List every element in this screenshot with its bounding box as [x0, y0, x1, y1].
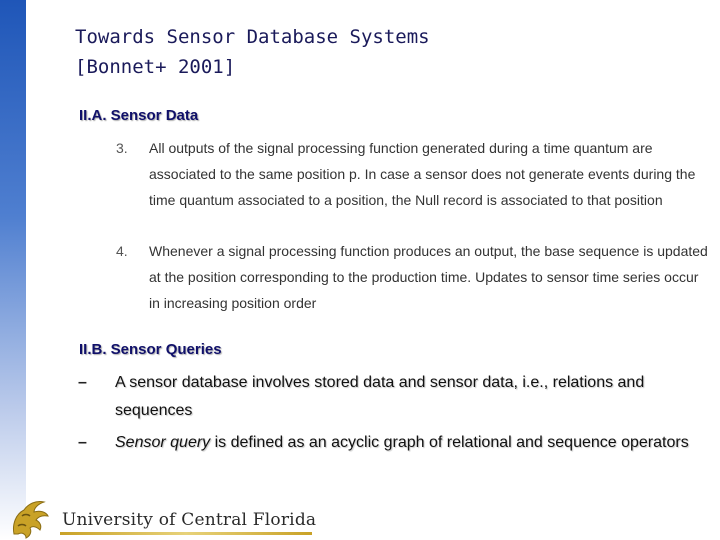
slide-title: [75, 22, 430, 82]
left-accent-bar: [0, 0, 26, 540]
item-text-rest: is defined as an acyclic graph of relational and sequence operators: [210, 434, 689, 451]
title-line-2: [Bonnet+ 2001]: [75, 56, 236, 78]
dash-bullet: –: [78, 374, 87, 391]
section-b-heading: II.B. Sensor Queries: [79, 341, 222, 358]
item-text: A sensor database involves stored data and sensor data, i.e., relations and sequences: [115, 374, 645, 419]
item-text: Whenever a signal processing function produces an output, the base sequence is updated at the position corresponding to the production time. Updates to sensor time series occur in increasing position order: [149, 243, 708, 311]
list-item: [78, 429, 698, 457]
dash-bullet: –: [78, 434, 87, 451]
item-number: 4.: [116, 243, 128, 259]
pegasus-logo-icon: [8, 496, 54, 540]
footer: [8, 496, 317, 540]
list-item: [78, 369, 698, 425]
item-number: 3.: [116, 140, 128, 156]
title-line-1: Towards Sensor Database Systems: [75, 26, 430, 48]
footer-divider: [60, 532, 312, 535]
section-a-heading: II.A. Sensor Data: [79, 107, 199, 124]
list-item: [110, 238, 710, 316]
list-item: [110, 135, 710, 213]
item-text: [115, 429, 698, 457]
item-text: All outputs of the signal processing function generated during a time quantum are associated to the same position p. In case a sensor does not generate events during the time quantum associated to a position, the Null record is associated to that position: [149, 140, 696, 208]
emphasized-term: Sensor query: [115, 434, 211, 451]
institution-name: University of Central Florida: [62, 510, 317, 530]
